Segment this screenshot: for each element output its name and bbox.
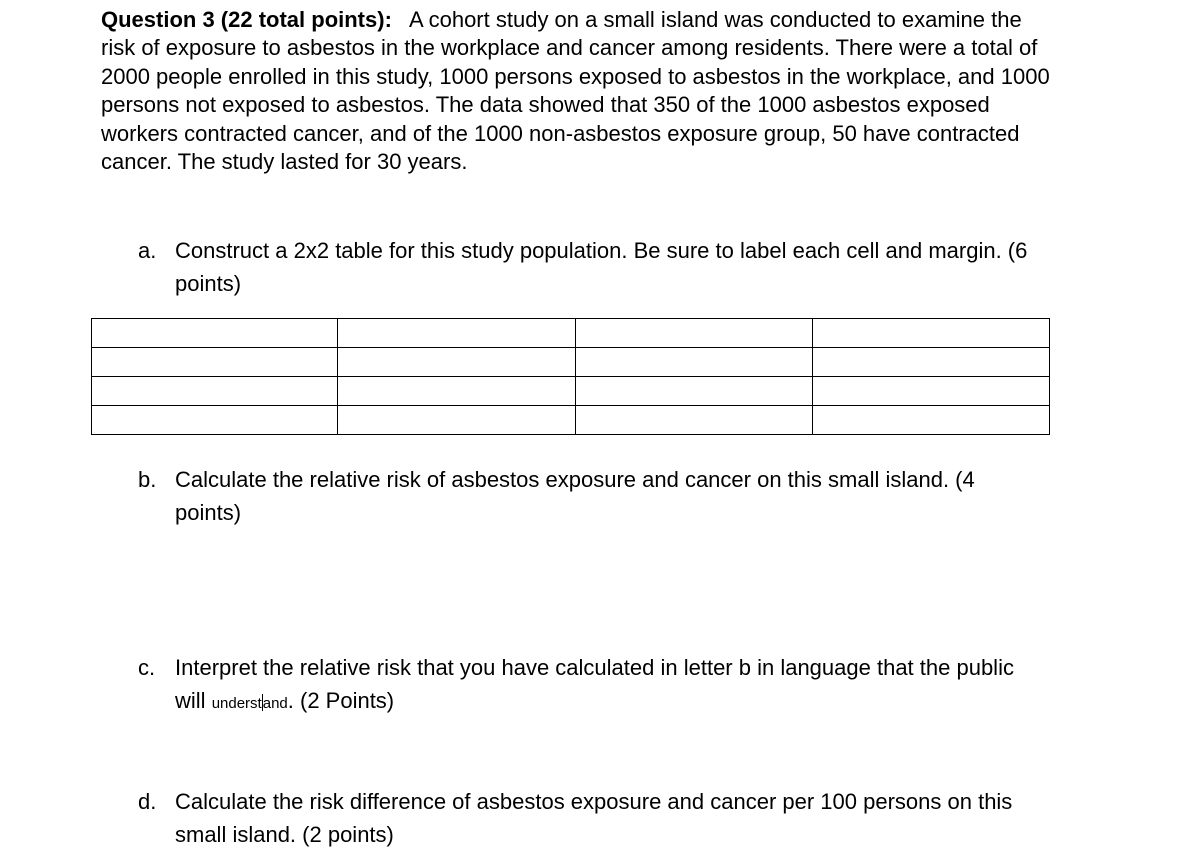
part-d bbox=[138, 786, 1038, 851]
question-body: A cohort study on a small island was conducted to examine the risk of exposure to asbestos in the workplace and cancer among residents. There were a total of 2000 people enrolled in this study, 1000 persons exposed to asbestos in the workplace, and 1000 persons not exposed to asbestos. The data showed that 350 of the 1000 asbestos exposed workers contracted cancer, and of the 1000 non-asbestos exposure group, 50 have contracted cancer. The study lasted for 30 years. bbox=[101, 7, 1050, 175]
blank-2x2-table bbox=[91, 318, 1050, 435]
part-c-small-word-end: and bbox=[262, 694, 288, 712]
table-row bbox=[92, 319, 1050, 348]
table-cell[interactable] bbox=[813, 406, 1050, 435]
table-cell[interactable] bbox=[92, 319, 338, 348]
table-cell[interactable] bbox=[576, 377, 813, 406]
question-intro bbox=[101, 6, 1061, 176]
table-row bbox=[92, 377, 1050, 406]
table-cell[interactable] bbox=[338, 348, 576, 377]
part-d-text: Calculate the risk difference of asbestos exposure and cancer per 100 persons on this small island. (2 points) bbox=[175, 789, 1013, 847]
part-d-letter: d. bbox=[138, 789, 157, 814]
table-cell[interactable] bbox=[92, 377, 338, 406]
part-c bbox=[138, 652, 1038, 720]
part-a-text: Construct a 2x2 table for this study population. Be sure to label each cell and margin. (6 points) bbox=[175, 238, 1028, 296]
table-cell[interactable] bbox=[338, 406, 576, 435]
part-c-letter: c. bbox=[138, 655, 156, 680]
table-cell[interactable] bbox=[813, 348, 1050, 377]
table-cell[interactable] bbox=[338, 377, 576, 406]
part-c-text-before: Interpret the relative risk that you have calculated in letter b in language that the public will bbox=[175, 655, 1014, 713]
table-row bbox=[92, 348, 1050, 377]
part-a bbox=[138, 235, 1038, 300]
part-c-small-word bbox=[212, 695, 288, 712]
part-c-small-word-start: underst bbox=[211, 694, 262, 712]
part-a-letter: a. bbox=[138, 238, 157, 263]
part-c-text bbox=[175, 652, 1038, 720]
part-b bbox=[138, 464, 1038, 529]
table-cell[interactable] bbox=[92, 406, 338, 435]
table-cell[interactable] bbox=[813, 319, 1050, 348]
table-cell[interactable] bbox=[576, 319, 813, 348]
part-c-text-after: . (2 Points) bbox=[287, 687, 395, 713]
table-cell[interactable] bbox=[813, 377, 1050, 406]
part-b-text: Calculate the relative risk of asbestos exposure and cancer on this small island. (4 points) bbox=[175, 467, 975, 525]
question-heading: Question 3 (22 total points): bbox=[101, 7, 392, 32]
table-cell[interactable] bbox=[576, 406, 813, 435]
part-b-letter: b. bbox=[138, 467, 157, 492]
table-cell[interactable] bbox=[92, 348, 338, 377]
table-row bbox=[92, 406, 1050, 435]
table-cell[interactable] bbox=[338, 319, 576, 348]
table-cell[interactable] bbox=[576, 348, 813, 377]
